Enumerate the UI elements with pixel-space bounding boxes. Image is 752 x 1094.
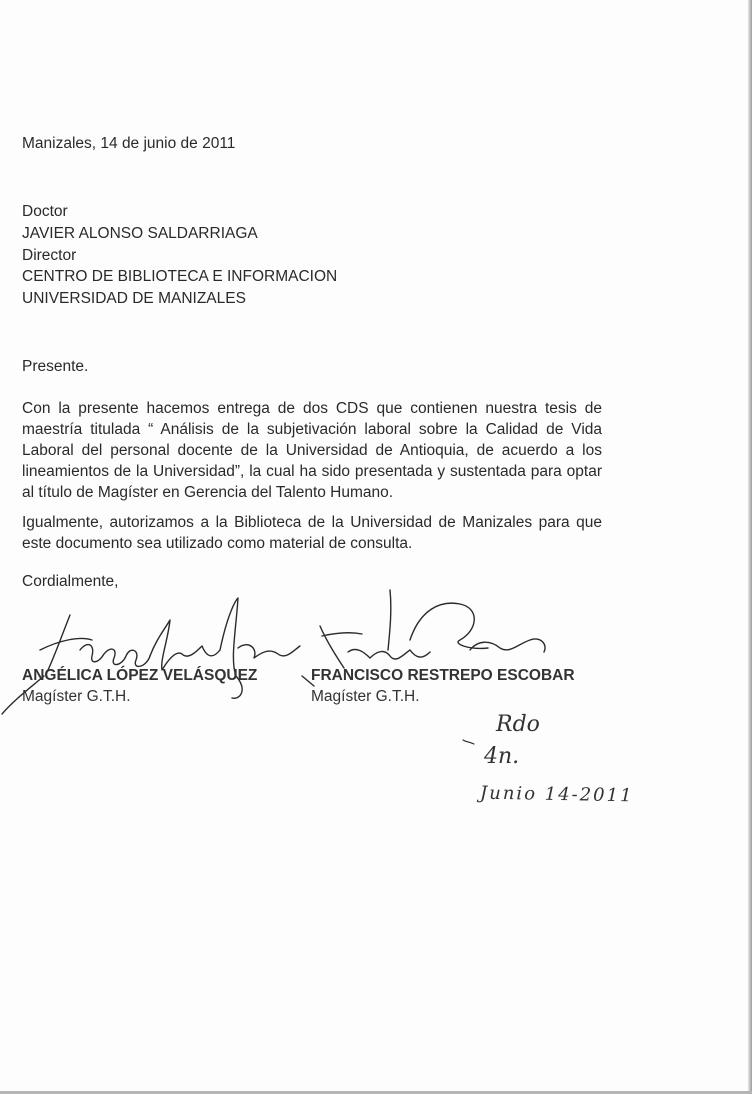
recipient-position: Director — [22, 247, 77, 264]
closing: Cordialmente, — [22, 573, 119, 590]
received-note-line-2: 4n. — [484, 744, 520, 769]
received-note-line-1: Rdo — [496, 712, 540, 737]
recipient-name: JAVIER ALONSO SALDARRIAGA — [22, 225, 258, 242]
recipient-department: CENTRO DE BIBLIOTECA E INFORMACION — [22, 268, 338, 285]
recipient-title: Doctor — [22, 203, 68, 220]
greeting: Presente. — [22, 358, 89, 375]
body-paragraph-1: Con la presente hacemos entrega de dos CDS que contienen nuestra tesis de maestría titulada “ Análisis de la subjetivación laboral sobre la Calidad de Vida Laboral del personal docente de la Universidad de Antioquia, de acuerdo a los lineamientos de la Universidad”, la cual ha sido presentada y sustentada para optar al título de Magíster en Gerencia del Talento Humano. — [22, 400, 602, 501]
signatory-1-title: Magíster G.T.H. — [22, 688, 131, 705]
body-paragraph-2: Igualmente, autorizamos a la Biblioteca de la Universidad de Manizales para que este documento sea utilizado como material de consulta. — [22, 514, 602, 552]
recipient-institution: UNIVERSIDAD DE MANIZALES — [22, 290, 246, 307]
received-note-line-3: Junio 14-2011 — [479, 782, 634, 807]
scan-edge-right — [748, 0, 752, 1094]
signatory-2-title: Magíster G.T.H. — [311, 688, 420, 705]
place-date: Manizales, 14 de junio de 2011 — [22, 135, 236, 152]
signatory-2-name: FRANCISCO RESTREPO ESCOBAR — [311, 667, 575, 684]
signatory-1-name: ANGÉLICA LÓPEZ VELÁSQUEZ — [22, 667, 258, 684]
